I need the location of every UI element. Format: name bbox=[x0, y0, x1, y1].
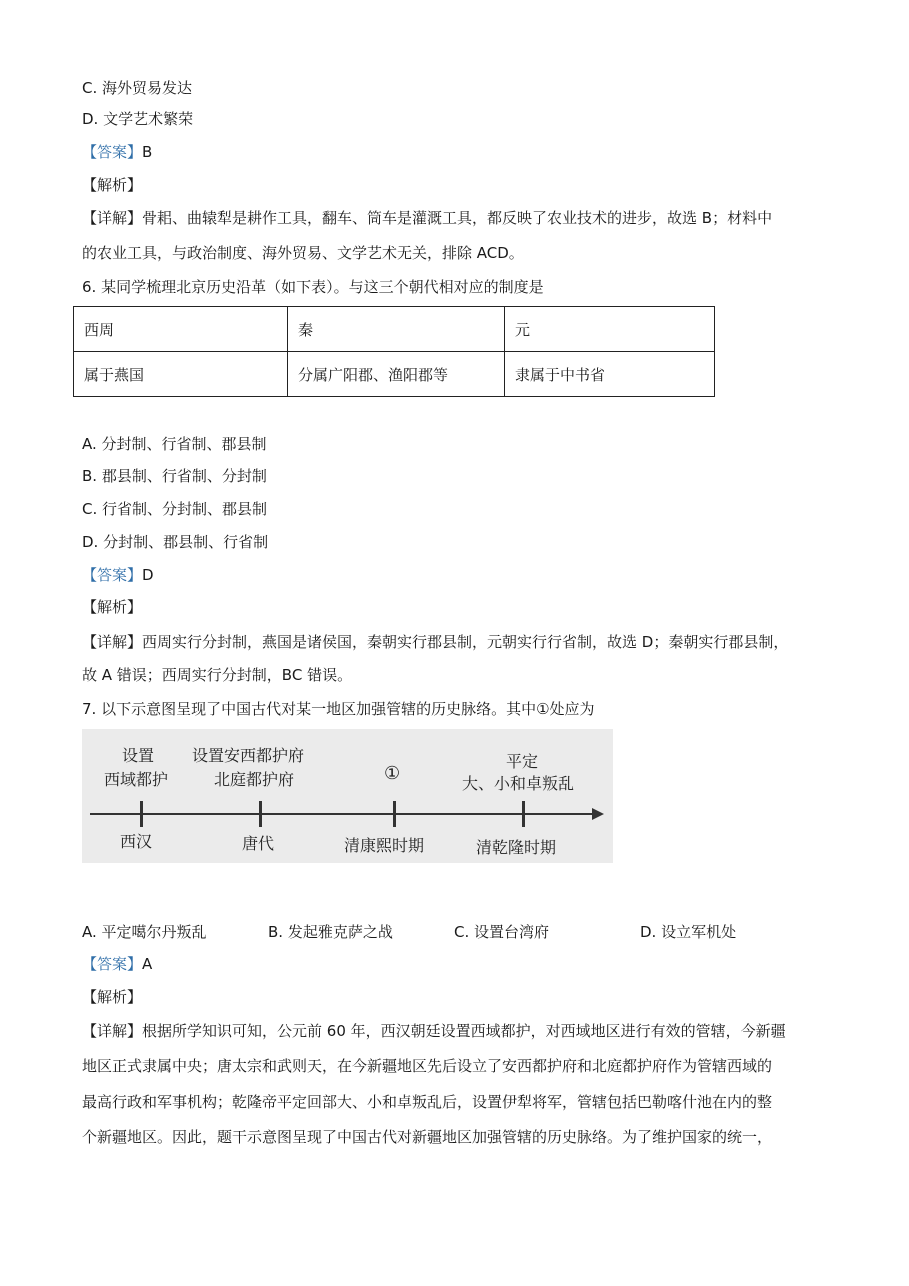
option-c: C. 海外贸易发达 bbox=[82, 79, 193, 97]
timeline-era-label: 西汉 bbox=[120, 832, 153, 851]
option-d: D. 分封制、郡县制、行省制 bbox=[82, 533, 269, 551]
timeline-blank-marker: ① bbox=[384, 763, 401, 784]
option-c: C. 行省制、分封制、郡县制 bbox=[82, 500, 268, 518]
timeline-axis bbox=[90, 813, 595, 815]
timeline-era-label: 唐代 bbox=[242, 834, 275, 853]
answer-tag: 【答案】 bbox=[82, 566, 143, 584]
option-b: B. 发起雅克萨之战 bbox=[268, 923, 393, 941]
answer-line bbox=[82, 142, 152, 162]
option-d: D. 设立军机处 bbox=[640, 923, 737, 941]
analysis-tag: 【解析】 bbox=[82, 988, 143, 1006]
detail-text: 根据所学知识可知，公元前 60 年，西汉朝廷设置西域都护，对西域地区进行有效的管辖，今新疆 bbox=[142, 1022, 786, 1040]
answer-value: A bbox=[142, 955, 153, 973]
table-cell: 秦 bbox=[288, 307, 505, 352]
detail-tag: 【详解】 bbox=[82, 209, 143, 227]
option-c: C. 设置台湾府 bbox=[454, 923, 550, 941]
timeline-tick bbox=[393, 801, 396, 827]
detail-tag: 【详解】 bbox=[82, 1022, 143, 1040]
timeline-event-label: 平定 bbox=[506, 752, 539, 771]
detail-text: 故 A 错误；西周实行分封制，BC 错误。 bbox=[82, 666, 353, 684]
timeline-event-label: 北庭都护府 bbox=[214, 770, 295, 789]
question-stem: 7. 以下示意图呈现了中国古代对某一地区加强管辖的历史脉络。其中①处应为 bbox=[82, 700, 595, 718]
answer-tag: 【答案】 bbox=[82, 143, 143, 161]
table-cell: 分属广阳郡、渔阳郡等 bbox=[288, 352, 505, 397]
timeline-event-label: 设置 bbox=[122, 746, 155, 765]
question-stem: 6. 某同学梳理北京历史沿革（如下表）。与这三个朝代相对应的制度是 bbox=[82, 278, 544, 296]
history-table bbox=[73, 306, 715, 397]
option-d: D. 文学艺术繁荣 bbox=[82, 110, 194, 128]
timeline-diagram bbox=[82, 729, 613, 863]
table-cell: 隶属于中书省 bbox=[505, 352, 715, 397]
table-cell: 西周 bbox=[74, 307, 288, 352]
table-row bbox=[74, 352, 715, 397]
timeline-tick bbox=[140, 801, 143, 827]
arrow-right-icon bbox=[592, 808, 604, 820]
answer-tag: 【答案】 bbox=[82, 955, 143, 973]
detail-text: 个新疆地区。因此，题干示意图呈现了中国古代对新疆地区加强管辖的历史脉络。为了维护国家的统一， bbox=[82, 1128, 773, 1146]
detail-line bbox=[82, 1021, 786, 1041]
detail-text: 地区正式隶属中央；唐太宗和武则天，在今新疆地区先后设立了安西都护府和北庭都护府作为管辖西域的 bbox=[82, 1057, 773, 1075]
detail-line bbox=[82, 208, 772, 228]
timeline-tick bbox=[259, 801, 262, 827]
table-cell: 属于燕国 bbox=[74, 352, 288, 397]
detail-text: 的农业工具，与政治制度、海外贸易、文学艺术无关，排除 ACD。 bbox=[82, 244, 524, 262]
detail-line bbox=[82, 632, 788, 652]
answer-value: D bbox=[142, 566, 154, 584]
detail-text: 西周实行分封制，燕国是诸侯国，秦朝实行郡县制，元朝实行行省制，故选 D；秦朝实行郡县制， bbox=[142, 633, 789, 651]
detail-text: 骨耜、曲辕犁是耕作工具，翻车、筒车是灌溉工具，都反映了农业技术的进步，故选 B；材料中 bbox=[142, 209, 773, 227]
table-row bbox=[74, 307, 715, 352]
option-a: A. 平定噶尔丹叛乱 bbox=[82, 923, 207, 941]
timeline-tick bbox=[522, 801, 525, 827]
detail-tag: 【详解】 bbox=[82, 633, 143, 651]
analysis-tag: 【解析】 bbox=[82, 176, 143, 194]
timeline-era-label: 清乾隆时期 bbox=[476, 838, 557, 857]
analysis-tag: 【解析】 bbox=[82, 598, 143, 616]
table-cell: 元 bbox=[505, 307, 715, 352]
answer-value: B bbox=[142, 143, 153, 161]
option-b: B. 郡县制、行省制、分封制 bbox=[82, 467, 267, 485]
timeline-event-label: 西域都护 bbox=[104, 770, 169, 789]
timeline-event-label: 设置安西都护府 bbox=[192, 746, 305, 765]
option-a: A. 分封制、行省制、郡县制 bbox=[82, 435, 267, 453]
timeline-era-label: 清康熙时期 bbox=[344, 836, 425, 855]
answer-line bbox=[82, 565, 154, 585]
answer-line bbox=[82, 954, 152, 974]
detail-text: 最高行政和军事机构；乾隆帝平定回部大、小和卓叛乱后，设置伊犁将军，管辖包括巴勒喀什池在内的整 bbox=[82, 1093, 773, 1111]
timeline-event-label: 大、小和卓叛乱 bbox=[462, 774, 575, 793]
